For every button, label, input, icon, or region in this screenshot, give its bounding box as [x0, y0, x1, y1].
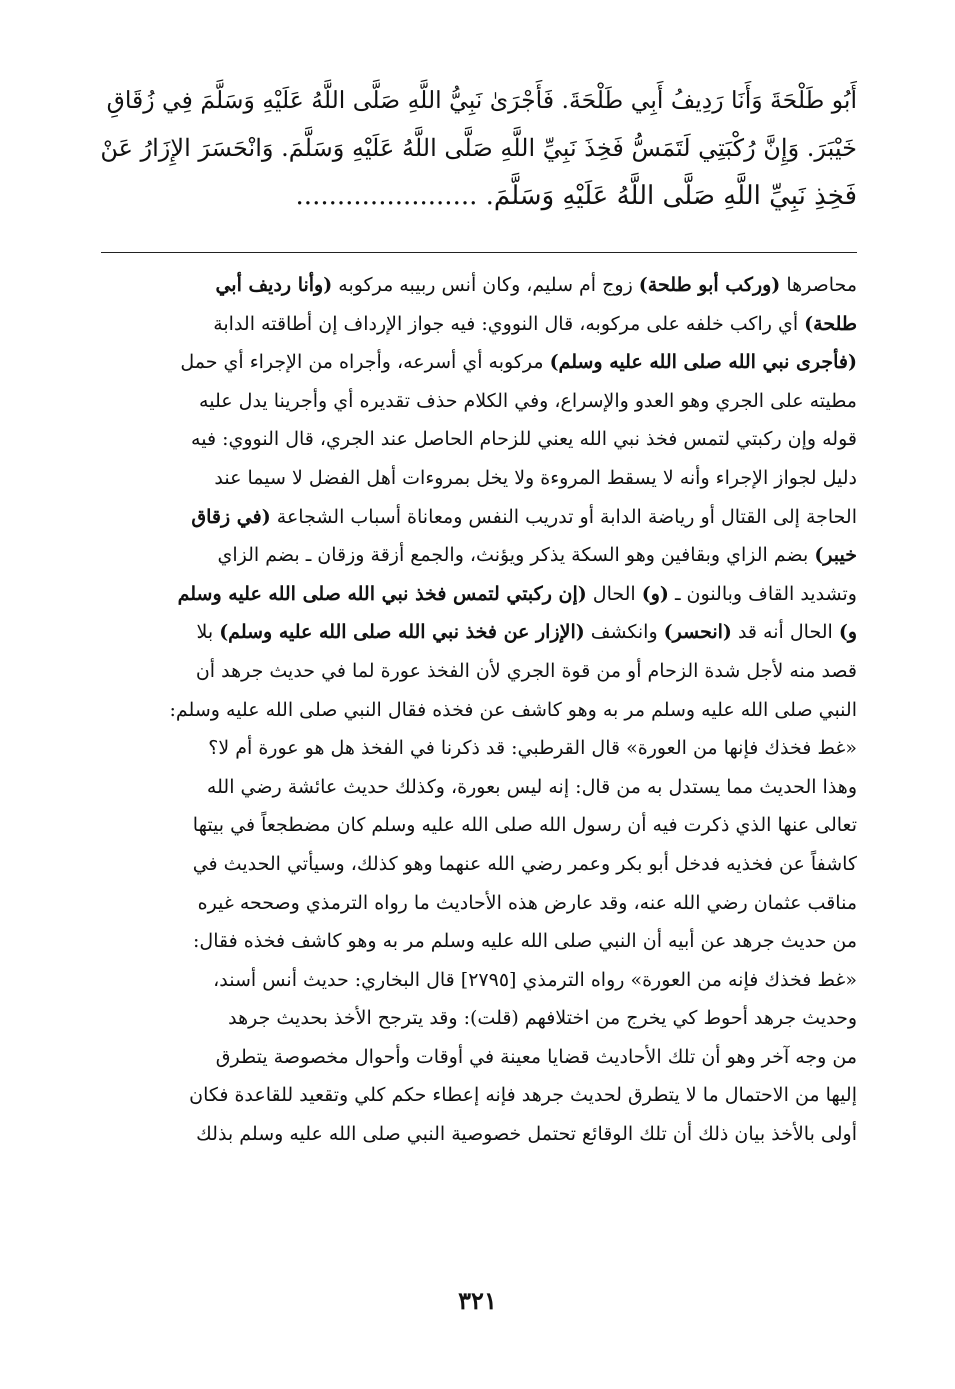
quoted-text-bold: (انحسر) [663, 621, 732, 644]
commentary-text: من وجه آخر وهو أن تلك الأحاديث قضايا معينة في أوقات وأحوال مخصوصة يتطرق [215, 1045, 857, 1068]
commentary-line [97, 961, 857, 1000]
quoted-text-bold: (وأنا رديف أبي [215, 274, 333, 296]
commentary-text: تعالى عنها الذي ذكرت فيه أن رسول الله صلى الله عليه وسلم كان مضطجعاً في بيتها [192, 814, 857, 837]
commentary-line [97, 729, 857, 768]
commentary-text: أي راكب خلفه على مركوبه، قال النووي: فيه جواز الإرداف إن أطاقته الدابة [213, 312, 805, 335]
commentary-text: وهذا الحديث مما يستدل به من قال: إنه ليس بعورة، وكذلك حديث عائشة رضي الله [206, 775, 857, 798]
commentary-text: دليل لجواز الإجراء وأنه لا يسقط المروءة ولا يخل بمروءات أهل الفضل لا سيما عند [214, 466, 857, 489]
commentary-line [97, 305, 857, 344]
commentary-text: محاصرها [780, 274, 857, 296]
commentary-text: وتشديد القاف وبالنون ـ [668, 582, 857, 605]
commentary-line [97, 999, 857, 1038]
commentary-line [97, 498, 857, 537]
commentary-text: بلا [196, 621, 220, 644]
hadith-line: فَخِذِ نَبِيِّ اللَّهِ صَلَّى اللَّهُ عَلَيْهِ وَسَلَّمَ. ...................... [295, 181, 857, 211]
commentary-line [97, 691, 857, 730]
commentary-text: الحال أنه قد [731, 621, 839, 644]
commentary-line [97, 884, 857, 923]
commentary-text: الحاجة إلى القتال أو رياضة الدابة أو تدريب النفس ومعاناة أسباب الشجاعة [270, 505, 857, 528]
commentary-line [97, 536, 857, 575]
commentary-line [97, 1076, 857, 1115]
commentary-text: إليها من الاحتمال ما لا يتطرق لحديث جرهد فإنه إعطاء حكم كلي وتقعيد للقاعدة فكان [189, 1084, 857, 1107]
quoted-text-bold: (الإزار عن فخذ نبي الله صلى الله عليه وسلم) [219, 621, 585, 644]
hadith-text-block [97, 76, 857, 220]
commentary-text: الحال [586, 582, 642, 605]
commentary-line [97, 420, 857, 459]
quoted-text-bold: خيبر) [814, 544, 857, 567]
commentary-text: «غط فخذك فإنه من العورة» رواه الترمذي [٢٧٩٥] قال البخاري: حديث أنس أسند، [213, 968, 857, 991]
commentary-text: زوج أم سليم، وكان أنس ربيبه مركوبه [332, 274, 639, 296]
quoted-text-bold: طلحة) [804, 312, 857, 335]
commentary-line [97, 613, 857, 652]
commentary-text: وحديث جرهد أحوط كي يخرج من اختلافهم (قلت): وقد يترجح الأخذ بحديث جرهد [228, 1007, 857, 1030]
commentary-text: وانكشف [584, 621, 664, 644]
separator-rule [101, 252, 857, 253]
commentary-text: «غط فخذك فإنها من العورة» قال القرطبي: قد ذكرنا في الفخذ هل هو عورة أم لا؟ [208, 737, 857, 760]
quoted-text-bold: و) [838, 621, 857, 644]
commentary-text: بضم الزاي وبقافين وهو السكة يذكر ويؤنث، والجمع أزقة وزقان ـ بضم الزاي [217, 544, 815, 567]
commentary-line [97, 922, 857, 961]
page-number: ٣٢١ [458, 1286, 497, 1315]
quoted-text-bold: (و) [641, 582, 669, 605]
commentary-line [97, 1115, 857, 1154]
commentary-line [97, 266, 857, 305]
hadith-line: خَيْبَرَ. وَإِنَّ رُكْبَتِي لَتَمَسُّ فَخِذَ نَبِيِّ اللَّهِ صَلَّى اللَّهُ عَلَيْهِ وَسَلَّمَ. وَانْحَسَرَ الإِزَارُ عَنْ [100, 134, 857, 162]
quoted-text-bold: (في زقاق [191, 505, 271, 528]
commentary-text: كاشفاً عن فخذيه فدخل أبو بكر وعمر رضي الله عنهما وهو كذلك، وسيأتي الحديث في [192, 852, 857, 875]
commentary-text: من حديث جرهد عن أبيه أن النبي صلى الله عليه وسلم مر به وهو كاشف فخذه فقال: [193, 930, 857, 953]
commentary-text: مناقب عثمان رضي الله عنه، وقد عارض هذه الأحاديث ما رواه الترمذي وصححه غيره [197, 891, 857, 914]
commentary-line [97, 1038, 857, 1077]
commentary-text: أولى بالأخذ بيان ذلك أن تلك الوقائع تحتمل خصوصية النبي صلى الله عليه وسلم بذلك [196, 1123, 857, 1146]
commentary-line [97, 382, 857, 421]
commentary-line [97, 768, 857, 807]
commentary-text: قوله وإن ركبتي لتمس فخذ نبي الله يعني للزحام الحاصل عند الجري، قال النووي: فيه [191, 428, 857, 451]
commentary-line [97, 459, 857, 498]
commentary-text: قصد منه لأجل شدة الزحام أو من قوة الجري لأن الفخذ عورة لما في حديث جرهد أن [195, 659, 857, 682]
quoted-text-bold: (وركب أبو طلحة) [638, 274, 781, 296]
commentary-line [97, 845, 857, 884]
commentary-block [97, 266, 857, 1154]
quoted-text-bold: (فأجرى نبي الله صلى الله عليه وسلم) [549, 351, 857, 374]
commentary-line [97, 806, 857, 845]
commentary-text: مطيته على الجري وهو العدو والإسراع، وفي الكلام حذف تقديره أي وأجرينا يدل عليه [199, 389, 857, 412]
hadith-line: أَبُو طَلْحَةَ وَأَنَا رَدِيفُ أَبِي طَلْحَةَ. فَأَجْرَىٰ نَبِيُّ اللَّهِ صَلَّى اللَّهُ عَلَيْهِ وَسَلَّمَ فِي زُقَاقِ [106, 86, 857, 114]
commentary-text: مركوبه أي أسرعه، وأجراه من الإجراء أي حمل [180, 351, 550, 374]
commentary-text: النبي صلى الله عليه وسلم مر به وهو كاشف عن فخذه فقال النبي صلى الله عليه وسلم: [169, 698, 857, 721]
commentary-line [97, 652, 857, 691]
commentary-line [97, 343, 857, 382]
quoted-text-bold: (إن ركبتي لتمس فخذ نبي الله صلى الله عليه وسلم [177, 582, 587, 605]
commentary-line [97, 575, 857, 614]
